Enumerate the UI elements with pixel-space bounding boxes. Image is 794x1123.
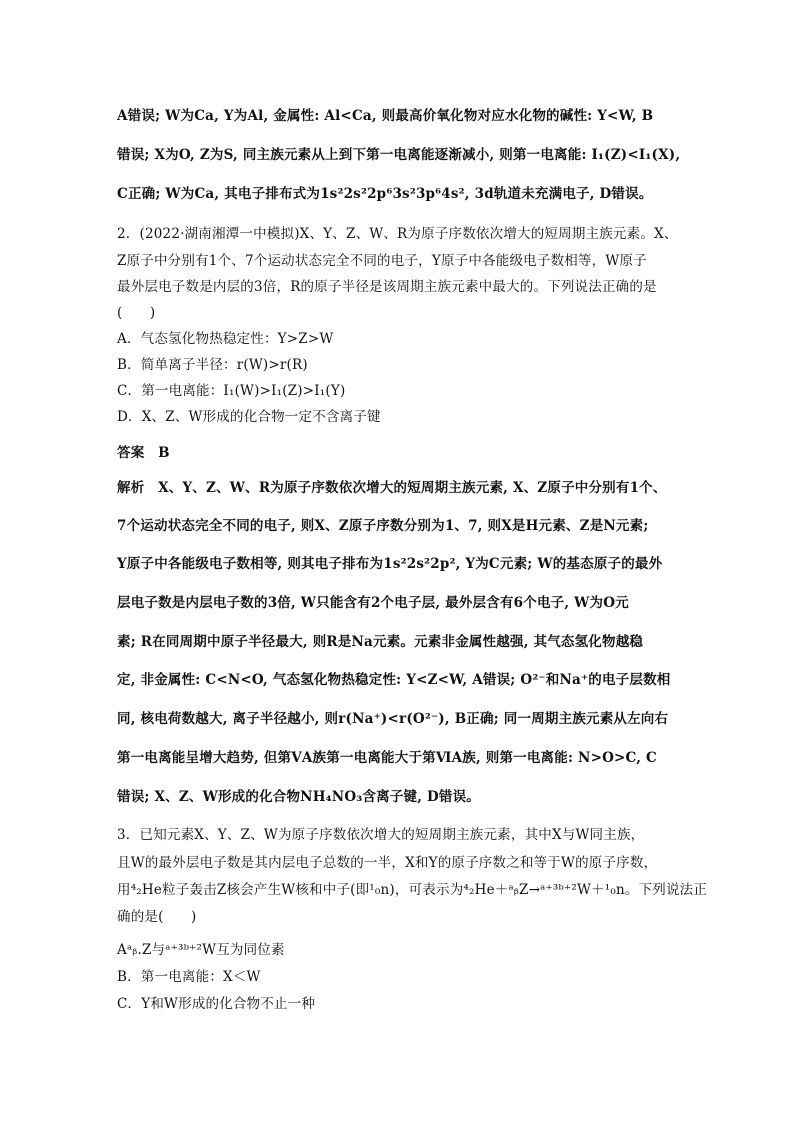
analysis-line-8: 第一电离能呈增大趋势, 但第ⅤA族第一电离能大于第ⅥA族, 则第一电离能: N>O>C, C: [117, 750, 658, 766]
analysis-line-1: 解析 X、Y、Z、W、R为原子序数依次增大的短周期主族元素, X、Z原子中分别有1个、: [117, 480, 667, 496]
question-3-stem-line-4: 确的是( ): [117, 909, 197, 925]
answer-label: 答案 B: [117, 445, 170, 461]
analysis-line-6: 定, 非金属性: C<N<O, 气态氢化物热稳定性: Y<Z<W, A错误; O²⁻和Na⁺的电子层数相: [117, 672, 671, 688]
q3-option-a: Aᵃᵦ.Z与ᵃ⁺³ᵇ⁺²W互为同位素: [117, 942, 285, 958]
analysis-line-4: 层电子数是内层电子数的3倍, W只能含有2个电子层, 最外层含有6个电子, W为O元: [117, 595, 629, 611]
analysis-line-9: 错误; X、Z、W形成的化合物NH₄NO₃含离子键, D错误。: [117, 789, 481, 805]
answer-line-2: 错误; X为O, Z为S, 同主族元素从上到下第一电离能逐渐减小, 则第一电离能: I₁(Z)<I₁(X),: [117, 147, 681, 163]
question-2-stem-line-1: 2．(2022·湖南湘潭一中模拟)X、Y、Z、W、R为原子序数依次增大的短周期主族元素。X、: [117, 226, 678, 242]
analysis-line-2: 7个运动状态完全不同的电子, 则X、Z原子序数分别为1、7, 则X是H元素、Z是N元素;: [117, 518, 649, 534]
option-b: B．简单离子半径：r(W)>r(R): [117, 357, 308, 373]
analysis-line-7: 同, 核电荷数越大, 离子半径越小, 则r(Na⁺)<r(O²⁻), B正确; 同一周期主族元素从左向右: [117, 711, 669, 727]
answer-line-1: A错误; W为Ca, Y为Al, 金属性: Al<Ca, 则最高价氧化物对应水化物的碱性: Y<W, B: [117, 108, 654, 124]
analysis-line-3: Y原子中各能级电子数相等, 则其电子排布为1s²2s²2p², Y为C元素; W的基态原子的最外: [117, 556, 663, 572]
question-3-stem-line-3: 用⁴₂He粒子轰击Z核会产生W核和中子(即¹₀n)，可表示为⁴₂He＋ᵃᵦZ→ᵃ⁺³ᵇ⁺²W＋¹₀n。下列说法正: [117, 882, 708, 898]
question-3-stem-line-2: 且W的最外层电子数是其内层电子总数的一半，X和Y的原子序数之和等于W的原子序数，: [117, 855, 658, 871]
question-2-blank: ( ): [117, 305, 156, 321]
option-a: A．气态氢化物热稳定性：Y>Z>W: [117, 331, 334, 347]
analysis-line-5: 素; R在同周期中原子半径最大, 则R是Na元素。元素非金属性越强, 其气态氢化物越稳: [117, 634, 644, 650]
q3-option-b: B．第一电离能：X＜W: [117, 969, 261, 985]
option-d: D．X、Z、W形成的化合物一定不含离子键: [117, 409, 381, 425]
question-2-stem-line-3: 最外层电子数是内层的3倍，R的原子半径是该周期主族元素中最大的。下列说法正确的是: [117, 279, 657, 295]
question-3-stem-line-1: 3．已知元素X、Y、Z、W为原子序数依次增大的短周期主族元素，其中X与W同主族，: [117, 827, 645, 843]
option-c: C．第一电离能：I₁(W)>I₁(Z)>I₁(Y): [117, 383, 346, 399]
question-2-stem-line-2: Z原子中分别有1个、7个运动状态完全不同的电子，Y原子中各能级电子数相等，W原子: [117, 253, 647, 269]
q3-option-c: C．Y和W形成的化合物不止一种: [117, 996, 316, 1012]
answer-line-3: C正确; W为Ca, 其电子排布式为1s²2s²2p⁶3s²3p⁶4s², 3d轨道未充满电子, D错误。: [117, 186, 653, 202]
